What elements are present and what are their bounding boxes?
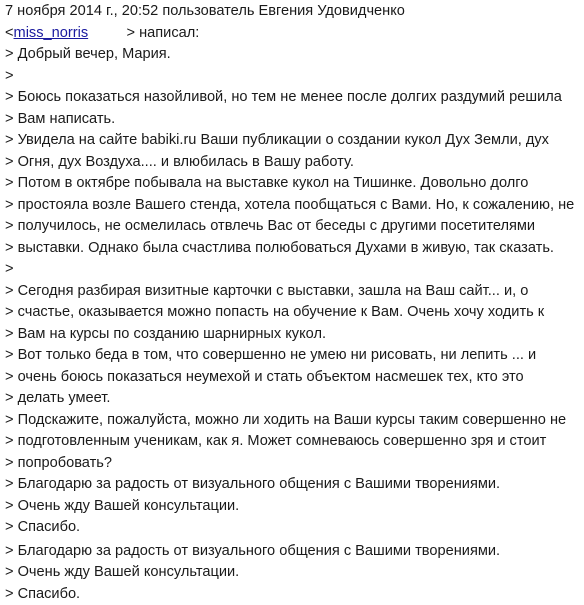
quoted-line: > Потом в октябре побывала на выставке кукол на Тишинке. Довольно долго bbox=[5, 173, 581, 195]
email-quote-block bbox=[5, 1, 581, 605]
repeated-line: > Очень жду Вашей консультации. bbox=[5, 562, 581, 584]
author-email-link[interactable]: miss_norris bbox=[14, 23, 127, 45]
quoted-line: > счастье, оказывается можно попасть на обучение к Вам. Очень хочу ходить к bbox=[5, 302, 581, 324]
quoted-line: > Подскажите, пожалуйста, можно ли ходить на Ваши курсы таким совершенно не bbox=[5, 410, 581, 432]
quoted-line: > очень боюсь показаться неумехой и стать объектом насмешек тех, кто это bbox=[5, 367, 581, 389]
quoted-line: > Добрый вечер, Мария. bbox=[5, 44, 581, 66]
open-bracket: < bbox=[5, 25, 14, 41]
quoted-line: > выставки. Однако была счастлива полюбоваться Духами в живую, так сказать. bbox=[5, 238, 581, 260]
repeated-line: > Благодарю за радость от визуального общения с Вашими творениями. bbox=[5, 541, 581, 563]
quoted-line: > Увидела на сайте babiki.ru Ваши публикации о создании кукол Дух Земли, дух bbox=[5, 130, 581, 152]
quoted-line: > Вам на курсы по созданию шарнирных кукол. bbox=[5, 324, 581, 346]
quoted-line: > Вот только беда в том, что совершенно не умею ни рисовать, ни лепить ... и bbox=[5, 345, 581, 367]
quoted-line: > Очень жду Вашей консультации. bbox=[5, 496, 581, 518]
quoted-line: > Огня, дух Воздуха.... и влюбилась в Вашу работу. bbox=[5, 152, 581, 174]
quoted-line: > делать умеет. bbox=[5, 388, 581, 410]
quoted-line: > попробовать? bbox=[5, 453, 581, 475]
quoted-line: > Сегодня разбирая визитные карточки с выставки, зашла на Ваш сайт... и, о bbox=[5, 281, 581, 303]
quoted-line: > bbox=[5, 66, 581, 88]
quoted-line: > Благодарю за радость от визуального общения с Вашими творениями. bbox=[5, 474, 581, 496]
quoted-line: > Боюсь показаться назойливой, но тем не менее после долгих раздумий решила bbox=[5, 87, 581, 109]
quoted-line: > Спасибо. bbox=[5, 517, 581, 539]
quoted-line: > bbox=[5, 259, 581, 281]
quoted-line: > простояла возле Вашего стенда, хотела пообщаться с Вами. Но, к сожалению, не bbox=[5, 195, 581, 217]
wrote-label: > написал: bbox=[127, 25, 200, 41]
quoted-line: > подготовленным ученикам, как я. Может сомневаюсь совершенно зря и стоит bbox=[5, 431, 581, 453]
quote-author-line bbox=[5, 23, 581, 45]
quoted-line: > получилось, не осмелилась отвлечь Вас от беседы с другими посетителями bbox=[5, 216, 581, 238]
quote-header: 7 ноября 2014 г., 20:52 пользователь Евгения Удовидченко bbox=[5, 1, 581, 23]
repeated-line: > Спасибо. bbox=[5, 584, 581, 605]
quoted-line: > Вам написать. bbox=[5, 109, 581, 131]
